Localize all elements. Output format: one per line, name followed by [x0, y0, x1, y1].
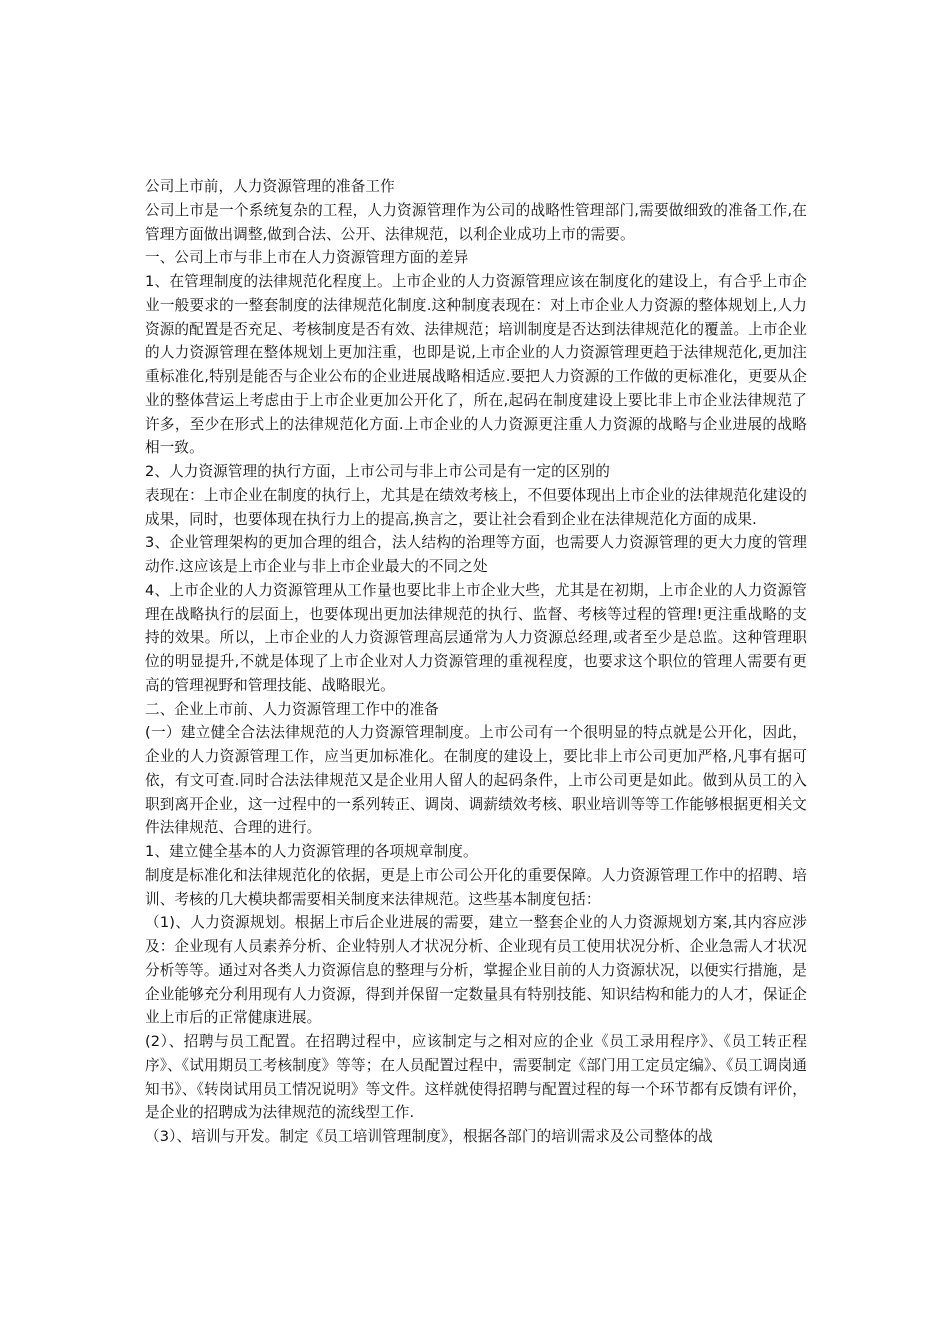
paragraph-training: （3）、培训与开发。制定《员工培训管理制度》，根据各部门的培训需求及公司整体的战	[145, 1128, 713, 1145]
paragraph-subsection-1: (一）建立健全合法法律规范的人力资源管理制度。上市公司有一个很明显的特点就是公开化，因此，企业的人力资源管理工作，应当更加标准化。在制度的建设上，要比非上市公司更加严格,凡事有据可依，有文可查.同时合法法律规范又是企业用人留人的起码条件，上市公司更是如此。做到从员工的入职到离开企业，这一过程中的一系列转正、调岗、调薪绩效考核、职业培训等等工作能够根据更相关文件法律规范、合理的进行。	[145, 724, 807, 837]
paragraph-item-2-detail: 表现在：上市企业在制度的执行上，尤其是在绩效考核上，不但要体现出上市企业的法律规范化建设的成果，同时，也要体现在执行力上的提高,换言之，要让社会看到企业在法律规范化方面的成果.	[145, 486, 807, 528]
paragraph-rules-intro: 制度是标准化和法律规范化的依据，更是上市公司公开化的重要保障。人力资源管理工作中的招聘、培训、考核的几大模块都需要相关制度来法律规范。这些基本制度包括：	[145, 866, 807, 908]
paragraph-rules-heading: 1、建立健全基本的人力资源管理的各项规章制度。	[145, 843, 478, 860]
document-title: 公司上市前，人力资源管理的准备工作	[145, 178, 395, 195]
document-body	[145, 175, 807, 1149]
paragraph-item-1: 1、在管理制度的法律规范化程度上。上市企业的人力资源管理应该在制度化的建设上，有合乎上市企业一般要求的一整套制度的法律规范化制度.这种制度表现在：对上市企业人力资源的整体规划上,人力资源的配置是否充足、考核制度是否有效、法律规范；培训制度是否达到法律规范化的覆盖。上市企业的人力资源管理在整体规划上更加注重，也即是说,上市企业的人力资源管理更趋于法律规范化,更加注重标准化,特别是能否与企业公布的企业进展战略相适应.要把人力资源的工作做的更标准化，更要从企业的整体营运上考虑由于上市企业更加公开化了，所在,起码在制度建设上要比非上市企业法律规范了许多，至少在形式上的法律规范化方面.上市企业的人力资源更注重人力资源的战略与企业进展的战略相一致。	[145, 273, 807, 457]
paragraph-intro: 公司上市是一个系统复杂的工程，人力资源管理作为公司的战略性管理部门,需要做细致的准备工作,在管理方面做出调整,做到合法、公开、法律规范，以利企业成功上市的需要。	[145, 201, 807, 243]
section-heading-2: 二、企业上市前、人力资源管理工作中的准备	[145, 700, 439, 718]
section-heading-1: 一、公司上市与非上市在人力资源管理方面的差异	[145, 249, 469, 267]
paragraph-item-3: 3、企业管理架构的更加合理的组合，法人结构的治理等方面，也需要人力资源管理的更大力度的管理动作.这应该是上市企业与非上市企业最大的不同之处	[145, 534, 807, 575]
paragraph-recruitment: (2）、招聘与员工配置。在招聘过程中，应该制定与之相对应的企业《员工录用程序》、《员工转正程序》、《试用期员工考核制度》等等；在人员配置过程中，需要制定《部门用工定员定编》、《员工调岗通知书》、《转岗试用员工情况说明》等文件。这样就使得招聘与配置过程的每一个环节都有反馈有评价，是企业的招聘成为法律规范的流线型工作.	[145, 1033, 807, 1122]
paragraph-item-2: 2、人力资源管理的执行方面，上市公司与非上市公司是有一定的区别的	[145, 463, 610, 480]
paragraph-item-4: 4、上市企业的人力资源管理从工作量也要比非上市企业大些，尤其是在初期，上市企业的人力资源管理在战略执行的层面上，也要体现出更加法律规范的执行、监督、考核等过程的管理!更注重战略的支持的效果。所以，上市企业的人力资源管理高层通常为人力资源总经理,或者至少是总监。这种管理职位的明显提升,不就是体现了上市企业对人力资源管理的重视程度，也要求这个职位的管理人需要有更高的管理视野和管理技能、战略眼光。	[145, 581, 807, 694]
paragraph-hr-planning: （1)、人力资源规划。根据上市后企业进展的需要，建立一整套企业的人力资源规划方案,其内容应涉及：企业现有人员素养分析、企业特别人才状况分析、企业现有员工使用状况分析、企业急需人才状况分析等等。通过对各类人力资源信息的整理与分析，掌握企业目前的人力资源状况，以便实行措施，是企业能够充分利用现有人力资源，得到并保留一定数量具有特别技能、知识结构和能力的人才，保证企业上市后的正常健康进展。	[145, 914, 807, 1027]
